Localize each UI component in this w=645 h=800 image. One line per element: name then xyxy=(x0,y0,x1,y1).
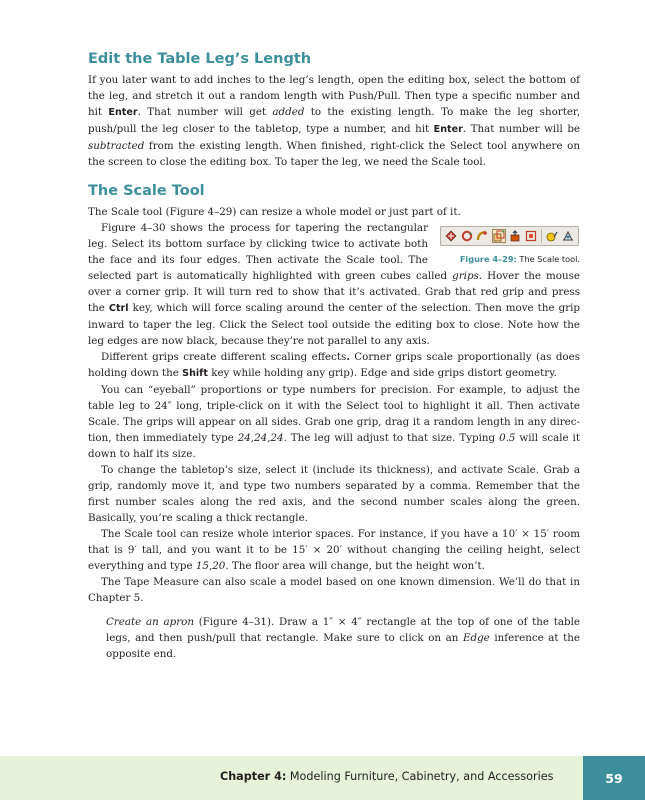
page-content xyxy=(88,50,580,662)
figure-4-29 xyxy=(440,226,580,264)
exercise-create-apron: Create an apron (Figure 4–31). Draw a 1″ × 4″ rectangle at the top of one of the table legs, and then push/pull that rectangle. Make sure to click on an Edge inference at the opposite end. xyxy=(106,616,580,660)
chapter-title: Chapter 4: Modeling Furniture, Cabinetry, and Accessories xyxy=(220,770,554,783)
section-heading-scale-tool: The Scale Tool xyxy=(88,183,205,199)
paragraph-tabletop-size: To change the tabletop’s size, select it (include its thickness), and activate Scale. Grab a grip, randomly move it, and type two numbers separated by a comma. Remember that the first number scales along the red axis, and the second number scales along the green. Basically, you’re scaling a thick rectangle. xyxy=(88,464,580,524)
tape-measure-icon xyxy=(546,229,559,243)
move-icon xyxy=(445,229,458,243)
paragraph-edit-leg: If you later want to add inches to the leg’s length, open the editing box, select the bottom of the leg, and stretch it out a random length with Push/Pull. Then type a specific number and hit Enter. That number will get added to the existing length. To make the leg shorter, push/pull the leg closer to the tabletop, type a number, and hit Enter. That number will be subtracted from the existing length. When finished, right-click the Select tool anywhere on the screen to close the editing box. To taper the leg, we need the Scale tool. xyxy=(88,74,581,168)
offset-icon xyxy=(524,229,537,243)
scale-toolbar-image xyxy=(440,226,579,246)
page-number: 59 xyxy=(583,756,645,800)
enter-key: Enter xyxy=(433,124,463,135)
section-heading-edit-table-leg: Edit the Table Leg’s Length xyxy=(88,51,312,67)
enter-key: Enter xyxy=(108,107,138,118)
toolbar-separator xyxy=(541,229,542,243)
rotate-icon xyxy=(461,229,474,243)
paragraph-grip-effects: Different grips create different scaling effects. Corner grips scale proportionally (as does holding down the Shift key while holding any grip). Edge and side grips distort geometry. xyxy=(88,351,580,379)
figure-label: Figure 4–29: xyxy=(459,254,517,264)
paragraph-interior-spaces: The Scale tool can resize whole interior spaces. For instance, if you have a 10′ × 15′ room that is 9′ tall, and you want it to be 15′ × 20′ without changing the ceiling height, select everything and type 15,20. The floor area will change, but the height won’t. xyxy=(88,528,580,572)
ctrl-key: Ctrl xyxy=(108,303,129,314)
figure-caption: Figure 4–29: The Scale tool. xyxy=(459,254,580,264)
paragraph-tape-measure: The Tape Measure can also scale a model based on one known dimension. We’ll do that in Chapter 5. xyxy=(88,576,580,604)
shift-key: Shift xyxy=(182,368,208,379)
follow-me-icon xyxy=(476,229,489,243)
paragraph-eyeball-proportions: You can “eyeball” proportions or type numbers for precision. For example, to adjust the table leg to 24″ long, triple-click on it with the Select tool to highlight it all. Then activate Scale. The grips will appear on all sides. Grab one grip, drag it a random length in any direction, then immediately type 24,24,24. The leg will adjust to that size. Typing 0.5 will scale it down to half its size. xyxy=(88,384,580,460)
paragraph-taper-process: Figure 4–30 shows the process for tapering the rectangular leg. Select its bottom surface by clicking twice to activate both the face and its four edges. Then activate the Scale tool. The selected part is automatically highlighted with green cubes called grips. Hover the mouse over a corner grip. It will turn red to show that it’s activated. Grab that red grip and press the Ctrl key, which will force scaling around the center of the selection. Then move the grip inward to taper the leg. Click the Select tool outside the editing box to close. Note how the leg edges are now black, because they’re not parallel to any axis. xyxy=(88,222,580,347)
paragraph-scale-intro: The Scale tool (Figure 4–29) can resize a whole model or just part of it. xyxy=(88,206,461,218)
push-pull-icon xyxy=(509,229,522,243)
protractor-icon xyxy=(561,229,574,243)
page-footer xyxy=(0,756,645,800)
scale-icon xyxy=(492,229,506,243)
